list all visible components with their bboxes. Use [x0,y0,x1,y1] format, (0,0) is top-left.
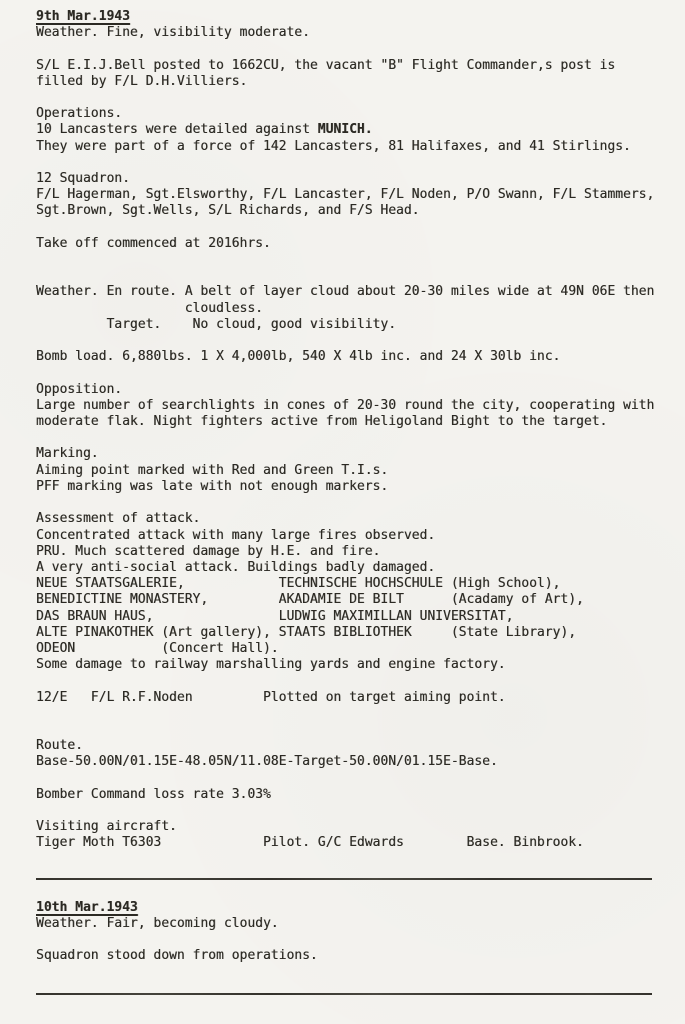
text-segment: Squadron stood down from operations. [36,948,318,964]
text-segment: Sgt.Brown, Sgt.Wells, S/L Richards, and F/S Head. [36,203,420,219]
text-line [36,787,685,803]
text-line [36,236,685,252]
text-segment: 10 Lancasters were detailed against [36,122,318,138]
text-line [36,511,685,527]
text-line [36,625,685,641]
text-line [36,90,685,106]
text-line [36,738,685,754]
text-segment: Take off commenced at 2016hrs. [36,235,271,251]
text-line [36,252,685,268]
text-line [36,576,685,592]
text-line [36,349,685,365]
text-segment: Some damage to railway marshalling yards and engine factory. [36,657,506,673]
text-line [36,203,685,219]
text-line [36,657,685,673]
text-segment: F/L Hagerman, Sgt.Elsworthy, F/L Lancaster, F/L Noden, P/O Swann, F/L Stammers, [36,187,655,203]
entry-separator-line [36,878,652,880]
text-line [36,544,685,560]
text-line [36,446,685,462]
text-segment: DAS BRAUN HAUS, LUDWIG MAXIMILLAN UNIVERSITAT, [36,608,514,624]
text-segment: Large number of searchlights in cones of 20-30 round the city, cooperating with [36,397,655,413]
text-segment: Target. No cloud, good visibility. [36,316,397,332]
text-line [36,592,685,608]
text-segment: 12 Squadron. [36,171,130,187]
text-line [36,25,685,41]
text-segment: cloudless. [36,300,263,316]
text-segment: filled by F/L D.H.Villiers. [36,73,248,89]
text-line [36,690,685,706]
text-line [36,187,685,203]
text-line [36,706,685,722]
text-segment: S/L E.I.J.Bell posted to 1662CU, the vacant "B" Flight Commander,s post is [36,57,616,73]
text-line [36,382,685,398]
text-segment: 12/E F/L R.F.Noden Plotted on target aiming point. [36,689,506,705]
text-line [36,673,685,689]
text-line [36,609,685,625]
text-segment: moderate flak. Night fighters active from Heligoland Bight to the target. [36,414,608,430]
text-line [36,58,685,74]
text-line [36,284,685,300]
entry-body [36,25,685,851]
text-segment: ALTE PINAKOTHEK (Art gallery), STAATS BIBLIOTHEK (State Library), [36,624,577,640]
entry-date-heading [36,9,685,25]
text-line [36,641,685,657]
entry-separator-line [36,993,652,995]
text-line [36,365,685,381]
text-segment: BENEDICTINE MONASTERY, AKADAMIE DE BILT (Acadamy of Art), [36,592,584,608]
entry-body [36,916,685,965]
text-line [36,916,685,932]
text-segment: Bomb load. 6,880lbs. 1 X 4,000lb, 540 X 4lb inc. and 24 X 30lb inc. [36,349,561,365]
text-segment: Bomber Command loss rate 3.03% [36,786,271,802]
text-line [36,430,685,446]
text-line [36,495,685,511]
text-line [36,41,685,57]
text-segment: NEUE STAATSGALERIE, TECHNISCHE HOCHSCHULE (High School), [36,576,561,592]
log-entry-9th-mar-1943 [36,9,685,852]
text-line [36,139,685,155]
text-line [36,948,685,964]
text-segment: Weather. Fine, visibility moderate. [36,25,310,41]
text-line [36,754,685,770]
text-segment: ODEON (Concert Hall). [36,640,279,656]
text-segment: They were part of a force of 142 Lancasters, 81 Halifaxes, and 41 Stirlings. [36,138,631,154]
text-line [36,803,685,819]
text-line [36,835,685,851]
text-line [36,317,685,333]
text-line [36,560,685,576]
text-segment: Base-50.00N/01.15E-48.05N/11.08E-Target-50.00N/01.15E-Base. [36,754,498,770]
text-line [36,819,685,835]
emphasized-text: MUNICH. [317,122,373,138]
text-line [36,333,685,349]
text-segment: PFF marking was late with not enough markers. [36,478,389,494]
text-line [36,414,685,430]
text-line [36,479,685,495]
text-line [36,74,685,90]
text-segment: Opposition. [36,381,123,397]
text-segment: Operations. [36,106,123,122]
text-line [36,106,685,122]
text-line [36,771,685,787]
text-line [36,932,685,948]
text-segment: PRU. Much scattered damage by H.E. and fire. [36,543,381,559]
text-line [36,220,685,236]
text-segment: Route. [36,738,83,754]
entry-date-text: 9th Mar.1943 [36,9,130,24]
text-segment: Weather. En route. A belt of layer cloud about 20-30 miles wide at 49N 06E then [36,284,655,300]
text-segment: A very anti-social attack. Buildings badly damaged. [36,559,436,575]
text-line [36,268,685,284]
text-line [36,301,685,317]
entry-date-text: 10th Mar.1943 [36,899,138,915]
text-line [36,722,685,738]
entry-date-heading [36,900,685,916]
text-line [36,155,685,171]
text-line [36,528,685,544]
text-line [36,398,685,414]
text-segment: Aiming point marked with Red and Green T.I.s. [36,462,389,478]
text-segment: Visiting aircraft. [36,819,177,835]
text-line [36,122,685,138]
text-segment: Marking. [36,446,99,462]
text-segment: Concentrated attack with many large fires observed. [36,527,436,543]
text-segment: Assessment of attack. [36,511,201,527]
log-entry-10th-mar-1943 [36,900,685,965]
text-segment: Tiger Moth T6303 Pilot. G/C Edwards Base. Binbrook. [36,835,584,851]
text-line [36,463,685,479]
text-segment: Weather. Fair, becoming cloudy. [36,915,279,931]
text-line [36,171,685,187]
